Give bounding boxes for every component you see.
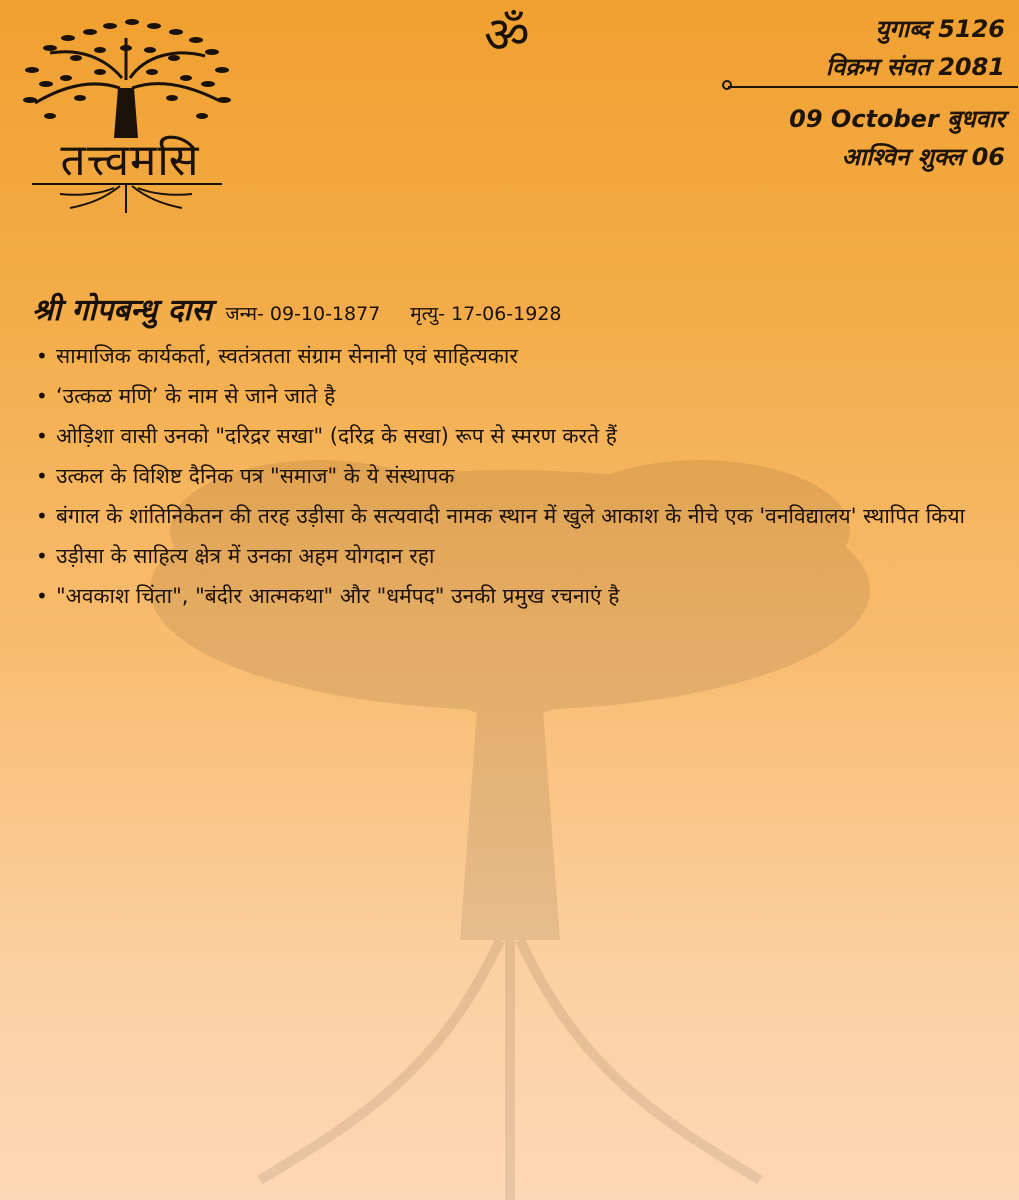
list-item: • ‘उत्कळ मणि’ के नाम से जाने जाते है	[36, 378, 996, 415]
list-item: • "अवकाश चिंता", "बंदीर आत्मकथा" और "धर्मपद" उनकी प्रमुख रचनाएं है	[36, 578, 996, 615]
list-item: • बंगाल के शांतिनिकेतन की तरह उड़ीसा के सत्यवादी नामक स्थान में खुले आकाश के नीचे एक 'वनविद्यालय' स्थापित किया	[36, 498, 996, 535]
birth-date: जन्म- 09-10-1877	[225, 303, 381, 325]
death-date: मृत्यु- 17-06-1928	[410, 303, 562, 325]
header-divider	[728, 86, 1018, 88]
list-item: • ओड़िशा वासी उनको "दरिद्रर सखा" (दरिद्र के सखा) रूप से स्मरण करते हैं	[36, 418, 996, 455]
yugabd-year: युगाब्द 5126	[875, 15, 1005, 43]
person-title-row	[32, 288, 562, 329]
list-item: • उत्कल के विशिष्ट दैनिक पत्र "समाज" के ये संस्थापक	[36, 458, 996, 495]
tree-icon	[10, 8, 242, 220]
list-item: • उड़ीसा के साहित्य क्षेत्र में उनका अहम योगदान रहा	[36, 538, 996, 575]
logo-wordmark: तत्त्वमसि	[60, 135, 200, 186]
om-symbol: ॐ	[484, 6, 530, 64]
list-item: • सामाजिक कार्यकर्ता, स्वतंत्रतता संग्राम सेनानी एवं साहित्यकार	[36, 338, 996, 375]
vikram-samvat-year: विक्रम संवत 2081	[825, 53, 1005, 81]
facts-list	[36, 338, 996, 618]
tithi: आश्विन शुक्ल 06	[841, 143, 1005, 171]
divider-dot	[722, 80, 732, 90]
person-name: श्री गोपबन्धु दास	[32, 293, 212, 328]
date-weekday: 09 October बुधवार	[789, 105, 1005, 133]
